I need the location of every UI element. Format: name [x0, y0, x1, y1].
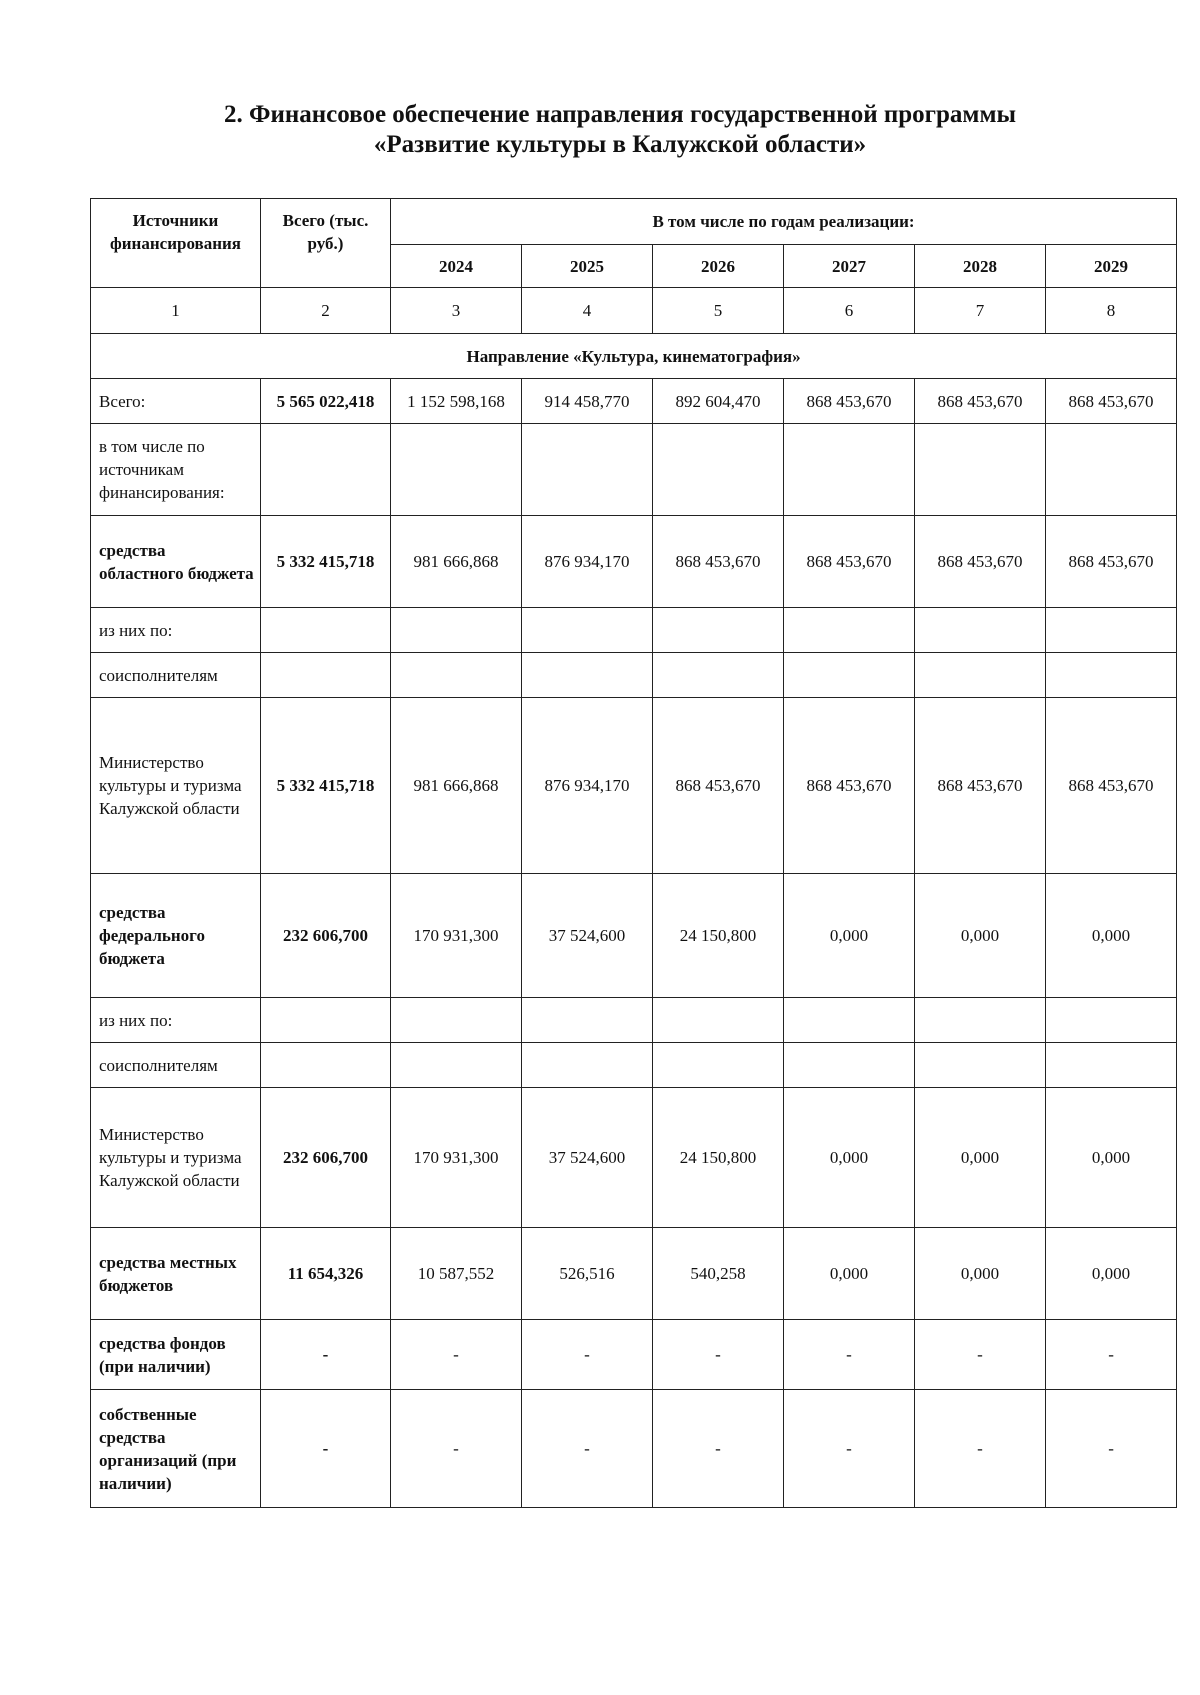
row-year-value — [1046, 424, 1177, 516]
row-year-value — [915, 608, 1046, 653]
table-row — [91, 1228, 1177, 1320]
row-year-value: - — [784, 1320, 915, 1390]
row-label: средства местных бюджетов — [91, 1228, 261, 1320]
row-year-value — [784, 424, 915, 516]
row-year-value — [915, 424, 1046, 516]
row-total: 232 606,700 — [261, 874, 391, 998]
table-row — [91, 1390, 1177, 1508]
row-year-value: 0,000 — [1046, 874, 1177, 998]
row-year-value: 981 666,868 — [391, 516, 522, 608]
row-label: соисполнителям — [91, 653, 261, 698]
title-line-2: «Развитие культуры в Калужской области» — [373, 131, 867, 158]
section-title: Направление «Культура, кинематография» — [91, 334, 1177, 379]
row-year-value — [653, 998, 784, 1043]
header-year: 2026 — [653, 245, 784, 288]
row-year-value: 868 453,670 — [915, 698, 1046, 874]
header-year: 2028 — [915, 245, 1046, 288]
row-year-value: 24 150,800 — [653, 874, 784, 998]
row-year-value: 0,000 — [915, 1088, 1046, 1228]
row-total: - — [261, 1320, 391, 1390]
table-row — [91, 998, 1177, 1043]
row-total — [261, 998, 391, 1043]
row-year-value: 868 453,670 — [784, 516, 915, 608]
col-number: 5 — [653, 288, 784, 334]
row-year-value: - — [784, 1390, 915, 1508]
row-year-value: - — [915, 1390, 1046, 1508]
table-row — [91, 516, 1177, 608]
row-year-value: 1 152 598,168 — [391, 379, 522, 424]
row-year-value — [522, 608, 653, 653]
row-year-value — [653, 653, 784, 698]
header-year: 2027 — [784, 245, 915, 288]
row-year-value — [391, 608, 522, 653]
row-year-value: 170 931,300 — [391, 874, 522, 998]
col-number: 4 — [522, 288, 653, 334]
title-line-1: 2. Финансовое обеспечение направления государственной программы — [223, 101, 1017, 128]
row-total: 5 332 415,718 — [261, 516, 391, 608]
column-number-row — [91, 288, 1177, 334]
row-year-value: - — [391, 1320, 522, 1390]
table-row — [91, 698, 1177, 874]
row-year-value — [391, 653, 522, 698]
row-year-value: 0,000 — [784, 1228, 915, 1320]
row-year-value: - — [391, 1390, 522, 1508]
row-year-value — [522, 1043, 653, 1088]
row-label: Министерство культуры и туризма Калужской области — [91, 698, 261, 874]
row-year-value — [915, 1043, 1046, 1088]
row-year-value — [1046, 608, 1177, 653]
row-total: 5 565 022,418 — [261, 379, 391, 424]
row-year-value: 526,516 — [522, 1228, 653, 1320]
row-year-value — [1046, 653, 1177, 698]
row-year-value: 0,000 — [915, 1228, 1046, 1320]
row-total — [261, 424, 391, 516]
header-year: 2029 — [1046, 245, 1177, 288]
row-year-value: 914 458,770 — [522, 379, 653, 424]
row-year-value: 876 934,170 — [522, 698, 653, 874]
row-year-value — [653, 1043, 784, 1088]
col-number: 6 — [784, 288, 915, 334]
row-year-value — [915, 998, 1046, 1043]
row-label: из них по: — [91, 998, 261, 1043]
row-label: в том числе по источникам финансирования: — [91, 424, 261, 516]
row-total — [261, 1043, 391, 1088]
row-year-value — [784, 998, 915, 1043]
row-label: собственные средства организаций (при наличии) — [91, 1390, 261, 1508]
row-year-value: 0,000 — [915, 874, 1046, 998]
row-year-value: 0,000 — [1046, 1228, 1177, 1320]
row-year-value: 0,000 — [784, 874, 915, 998]
row-year-value — [784, 608, 915, 653]
row-year-value — [784, 653, 915, 698]
col-number: 2 — [261, 288, 391, 334]
row-total: - — [261, 1390, 391, 1508]
row-year-value: 868 453,670 — [915, 516, 1046, 608]
row-year-value: 37 524,600 — [522, 1088, 653, 1228]
row-year-value: 868 453,670 — [1046, 698, 1177, 874]
row-year-value: 0,000 — [784, 1088, 915, 1228]
row-label: из них по: — [91, 608, 261, 653]
row-year-value — [391, 424, 522, 516]
row-year-value: 868 453,670 — [1046, 516, 1177, 608]
row-year-value: - — [1046, 1390, 1177, 1508]
row-label: средства областного бюджета — [91, 516, 261, 608]
row-year-value: 0,000 — [1046, 1088, 1177, 1228]
table-row — [91, 653, 1177, 698]
col-number: 7 — [915, 288, 1046, 334]
row-label: средства федерального бюджета — [91, 874, 261, 998]
table-row — [91, 424, 1177, 516]
row-year-value — [522, 653, 653, 698]
row-year-value: 24 150,800 — [653, 1088, 784, 1228]
row-year-value: 37 524,600 — [522, 874, 653, 998]
col-number: 1 — [91, 288, 261, 334]
row-year-value: - — [915, 1320, 1046, 1390]
row-year-value — [784, 1043, 915, 1088]
row-year-value: 868 453,670 — [784, 379, 915, 424]
row-year-value: 868 453,670 — [784, 698, 915, 874]
table-row — [91, 1043, 1177, 1088]
row-year-value: - — [522, 1320, 653, 1390]
row-year-value — [391, 1043, 522, 1088]
row-year-value: 868 453,670 — [915, 379, 1046, 424]
row-year-value — [653, 424, 784, 516]
row-total — [261, 608, 391, 653]
header-year: 2024 — [391, 245, 522, 288]
row-year-value: 876 934,170 — [522, 516, 653, 608]
row-label: средства фондов (при наличии) — [91, 1320, 261, 1390]
row-year-value: 170 931,300 — [391, 1088, 522, 1228]
row-year-value — [1046, 1043, 1177, 1088]
row-year-value — [522, 424, 653, 516]
row-year-value — [391, 998, 522, 1043]
row-total: 232 606,700 — [261, 1088, 391, 1228]
row-total: 11 654,326 — [261, 1228, 391, 1320]
header-year: 2025 — [522, 245, 653, 288]
row-year-value: - — [1046, 1320, 1177, 1390]
row-year-value — [522, 998, 653, 1043]
header-sources: Источники финансирования — [91, 199, 261, 288]
row-year-value: 868 453,670 — [653, 516, 784, 608]
row-total: 5 332 415,718 — [261, 698, 391, 874]
header-total: Всего (тыс. руб.) — [261, 199, 391, 288]
table-row — [91, 1088, 1177, 1228]
row-year-value: 981 666,868 — [391, 698, 522, 874]
row-year-value — [915, 653, 1046, 698]
col-number: 3 — [391, 288, 522, 334]
row-year-value: 892 604,470 — [653, 379, 784, 424]
header-by-years: В том числе по годам реализации: — [391, 199, 1177, 245]
financing-table — [90, 198, 1177, 1508]
table-row — [91, 1320, 1177, 1390]
row-year-value: - — [522, 1390, 653, 1508]
row-year-value: 10 587,552 — [391, 1228, 522, 1320]
row-label: Всего: — [91, 379, 261, 424]
row-year-value: 868 453,670 — [653, 698, 784, 874]
row-year-value: 868 453,670 — [1046, 379, 1177, 424]
row-year-value — [1046, 998, 1177, 1043]
section-row — [91, 334, 1177, 379]
row-label: Министерство культуры и туризма Калужской области — [91, 1088, 261, 1228]
col-number: 8 — [1046, 288, 1177, 334]
row-total — [261, 653, 391, 698]
row-year-value: 540,258 — [653, 1228, 784, 1320]
row-year-value: - — [653, 1320, 784, 1390]
table-row — [91, 874, 1177, 998]
table-row — [91, 379, 1177, 424]
row-year-value — [653, 608, 784, 653]
row-year-value: - — [653, 1390, 784, 1508]
document-title — [0, 100, 1200, 160]
row-label: соисполнителям — [91, 1043, 261, 1088]
table-row — [91, 608, 1177, 653]
